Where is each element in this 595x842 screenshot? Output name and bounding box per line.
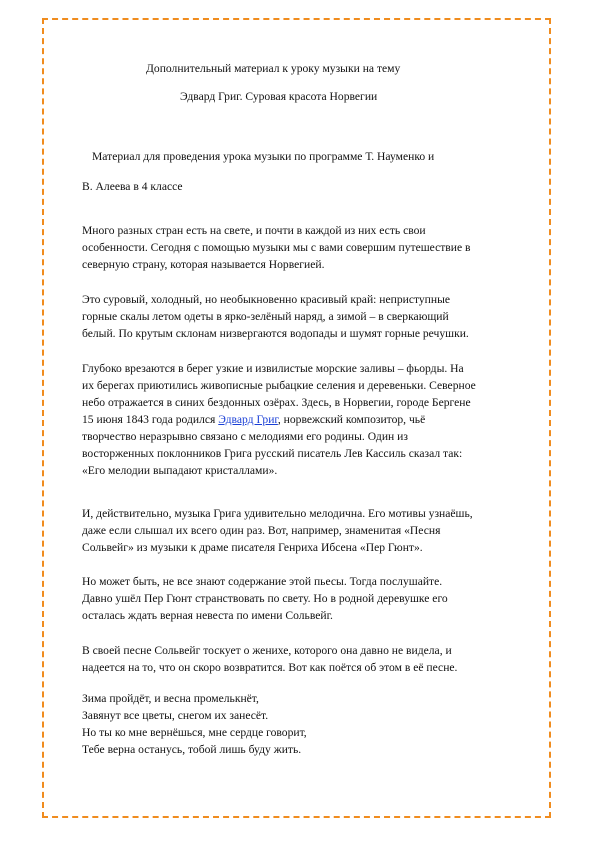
title-line-2: Эдвард Григ. Суровая красота Норвегии bbox=[180, 90, 378, 103]
paragraph-line: Давно ушёл Пер Гюнт странствовать по свету. Но в родной деревушке его bbox=[82, 592, 448, 605]
poem-line: Тебе верна останусь, тобой лишь буду жить. bbox=[82, 743, 302, 756]
poem-line: Завянут все цветы, снегом их занесёт. bbox=[82, 709, 269, 722]
paragraph-line: белый. По крутым склонам низвергаются водопады и шумят горные речушки. bbox=[82, 327, 469, 340]
paragraph-line: Но может быть, не все знают содержание этой пьесы. Тогда послушайте. bbox=[82, 575, 443, 588]
poem bbox=[82, 690, 552, 758]
text-fragment: , норвежский композитор, чьё bbox=[277, 413, 426, 426]
paragraph-line: В своей песне Сольвейг тоскует о женихе, которого она давно не видела, и bbox=[82, 644, 452, 657]
paragraph-line: северную страну, которая называется Норвегией. bbox=[82, 258, 325, 271]
paragraph-fjords bbox=[82, 360, 552, 479]
paragraph-line: Глубоко врезаются в берег узкие и извилистые морские заливы – фьорды. На bbox=[82, 362, 464, 375]
poem-line: Зима пройдёт, и весна промелькнёт, bbox=[82, 692, 259, 705]
paragraph-line: особенности. Сегодня с помощью музыки мы с вами совершим путешествие в bbox=[82, 241, 471, 254]
paragraph-line: «Его мелодии выпадают кристаллами». bbox=[82, 464, 278, 477]
paragraph-line: творчество неразрывно связано с мелодиями его родины. Один из bbox=[82, 430, 408, 443]
paragraph-line: Сольвейг» из музыки к драме писателя Генриха Ибсена «Пер Гюнт». bbox=[82, 541, 423, 554]
paragraph-landscape bbox=[82, 291, 552, 342]
paragraph-melody bbox=[82, 505, 552, 556]
title-line-1: Дополнительный материал к уроку музыки на тему bbox=[146, 62, 401, 75]
paragraph-line: Много разных стран есть на свете, и почти в каждой из них есть свои bbox=[82, 224, 426, 237]
paragraph-line: горные скалы летом одеты в ярко-зелёный наряд, а зимой – в сверкающий bbox=[82, 310, 449, 323]
paragraph-line: осталась ждать верная невеста по имени Сольвейг. bbox=[82, 609, 333, 622]
paragraph-line: Это суровый, холодный, но необыкновенно красивый край: неприступные bbox=[82, 293, 451, 306]
paragraph-line: небо отражается в синих бездонных озёрах. Здесь, в Норвегии, городе Бергене bbox=[82, 396, 471, 409]
paragraph-intro bbox=[82, 222, 552, 273]
grieg-link[interactable]: Эдвард Григ bbox=[218, 413, 278, 426]
paragraph-line bbox=[82, 411, 552, 428]
paragraph-line: восторженных поклонников Грига русский писатель Лев Кассиль сказал так: bbox=[82, 447, 463, 460]
paragraph-story bbox=[82, 573, 552, 624]
paragraph-song bbox=[82, 642, 552, 676]
subtitle-line-2: В. Алеева в 4 классе bbox=[82, 180, 183, 193]
paragraph-line: И, действительно, музыка Грига удивительно мелодична. Его мотивы узнаёшь, bbox=[82, 507, 473, 520]
poem-line: Но ты ко мне вернёшься, мне сердце говорит, bbox=[82, 726, 307, 739]
paragraph-line: их берегах приютились живописные рыбацкие селения и деревеньки. Северное bbox=[82, 379, 476, 392]
text-fragment: 15 июня 1843 года родился bbox=[82, 413, 219, 426]
paragraph-line: даже если слышал их всего один раз. Вот, например, знаменитая «Песня bbox=[82, 524, 441, 537]
paragraph-line: надеется на то, что он скоро возвратится. Вот как поётся об этом в её песне. bbox=[82, 661, 458, 674]
subtitle-line-1: Материал для проведения урока музыки по программе Т. Науменко и bbox=[92, 150, 435, 163]
